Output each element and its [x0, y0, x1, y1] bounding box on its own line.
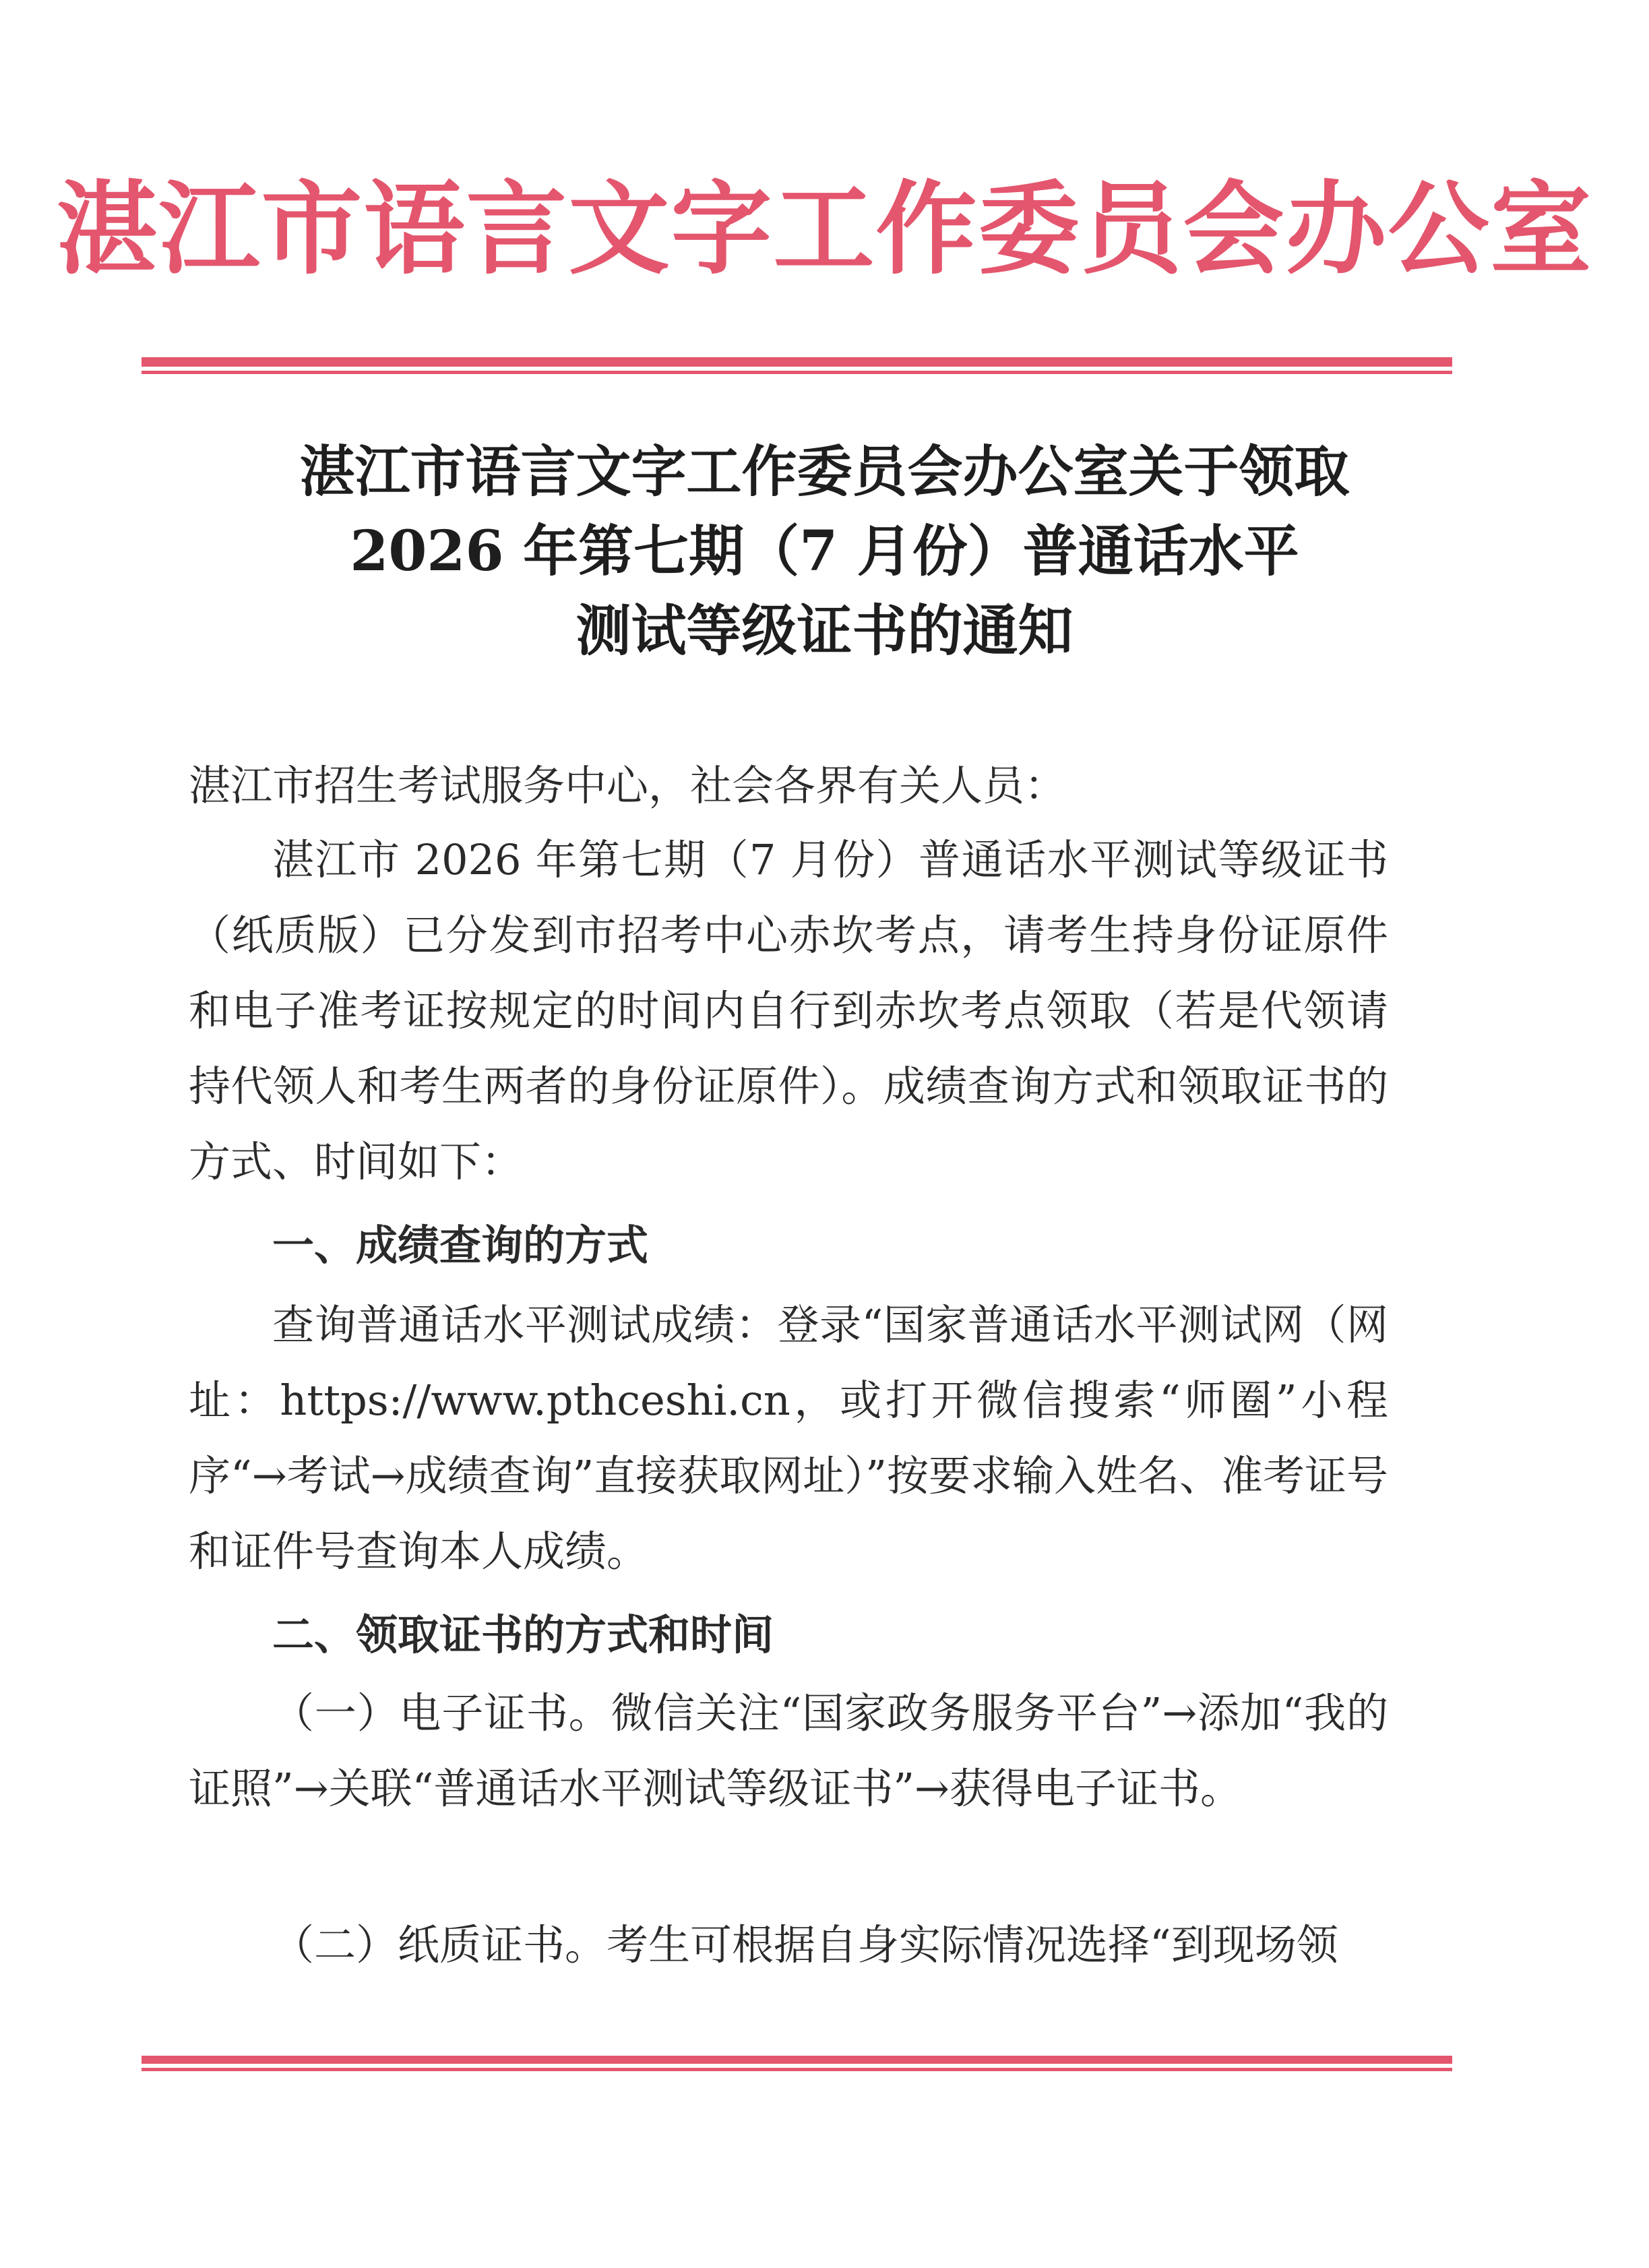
- score-query-paragraph: 查询普通话水平测试成绩：登录“国家普通话水平测试网（网址：https://www.pthceshi.cn，或打开微信搜索“师圈”小程序“→考试→成绩查询”直接获取网址）”按要求输入姓名、准考证号和证件号查询本人成绩。: [189, 1300, 1388, 1576]
- paper-certificate-paragraph: （二）纸质证书。考生可根据自身实际情况选择“到现场领: [272, 1920, 1338, 1969]
- footer-rule-thick: [142, 2056, 1452, 2064]
- letterhead-rule-thin: [142, 371, 1452, 374]
- intro-paragraph: 湛江市 2026 年第七期（7 月份）普通话水平测试等级证书（纸质版）已分发到市招考中心赤坎考点，请考生持身份证原件和电子准考证按规定的时间内自行到赤坎考点领取（若是代领请持代领人和考生两者的身份证原件）。成绩查询方式和领取证书的方式、时间如下：: [189, 835, 1388, 1186]
- section-heading-certificate-collection: 二、领取证书的方式和时间: [272, 1610, 774, 1659]
- document-title-line-1: 湛江市语言文字工作委员会办公室关于领取: [299, 439, 1350, 504]
- letterhead-org-name: 湛江市语言文字工作委员会办公室: [56, 170, 1593, 288]
- salutation: 湛江市招生考试服务中心，社会各界有关人员：: [189, 761, 1067, 810]
- document-title-line-3: 测试等级证书的通知: [575, 599, 1074, 663]
- section-heading-score-query: 一、成绩查询的方式: [272, 1221, 649, 1270]
- document-title-line-2: 2026 年第七期（7 月份）普通话水平: [350, 519, 1299, 584]
- electronic-certificate-paragraph: （一）电子证书。微信关注“国家政务服务平台”→添加“我的证照”→关联“普通话水平测试等级证书”→获得电子证书。: [189, 1688, 1388, 1813]
- letterhead-rule-thick: [142, 357, 1452, 367]
- footer-rule-thin: [142, 2068, 1452, 2071]
